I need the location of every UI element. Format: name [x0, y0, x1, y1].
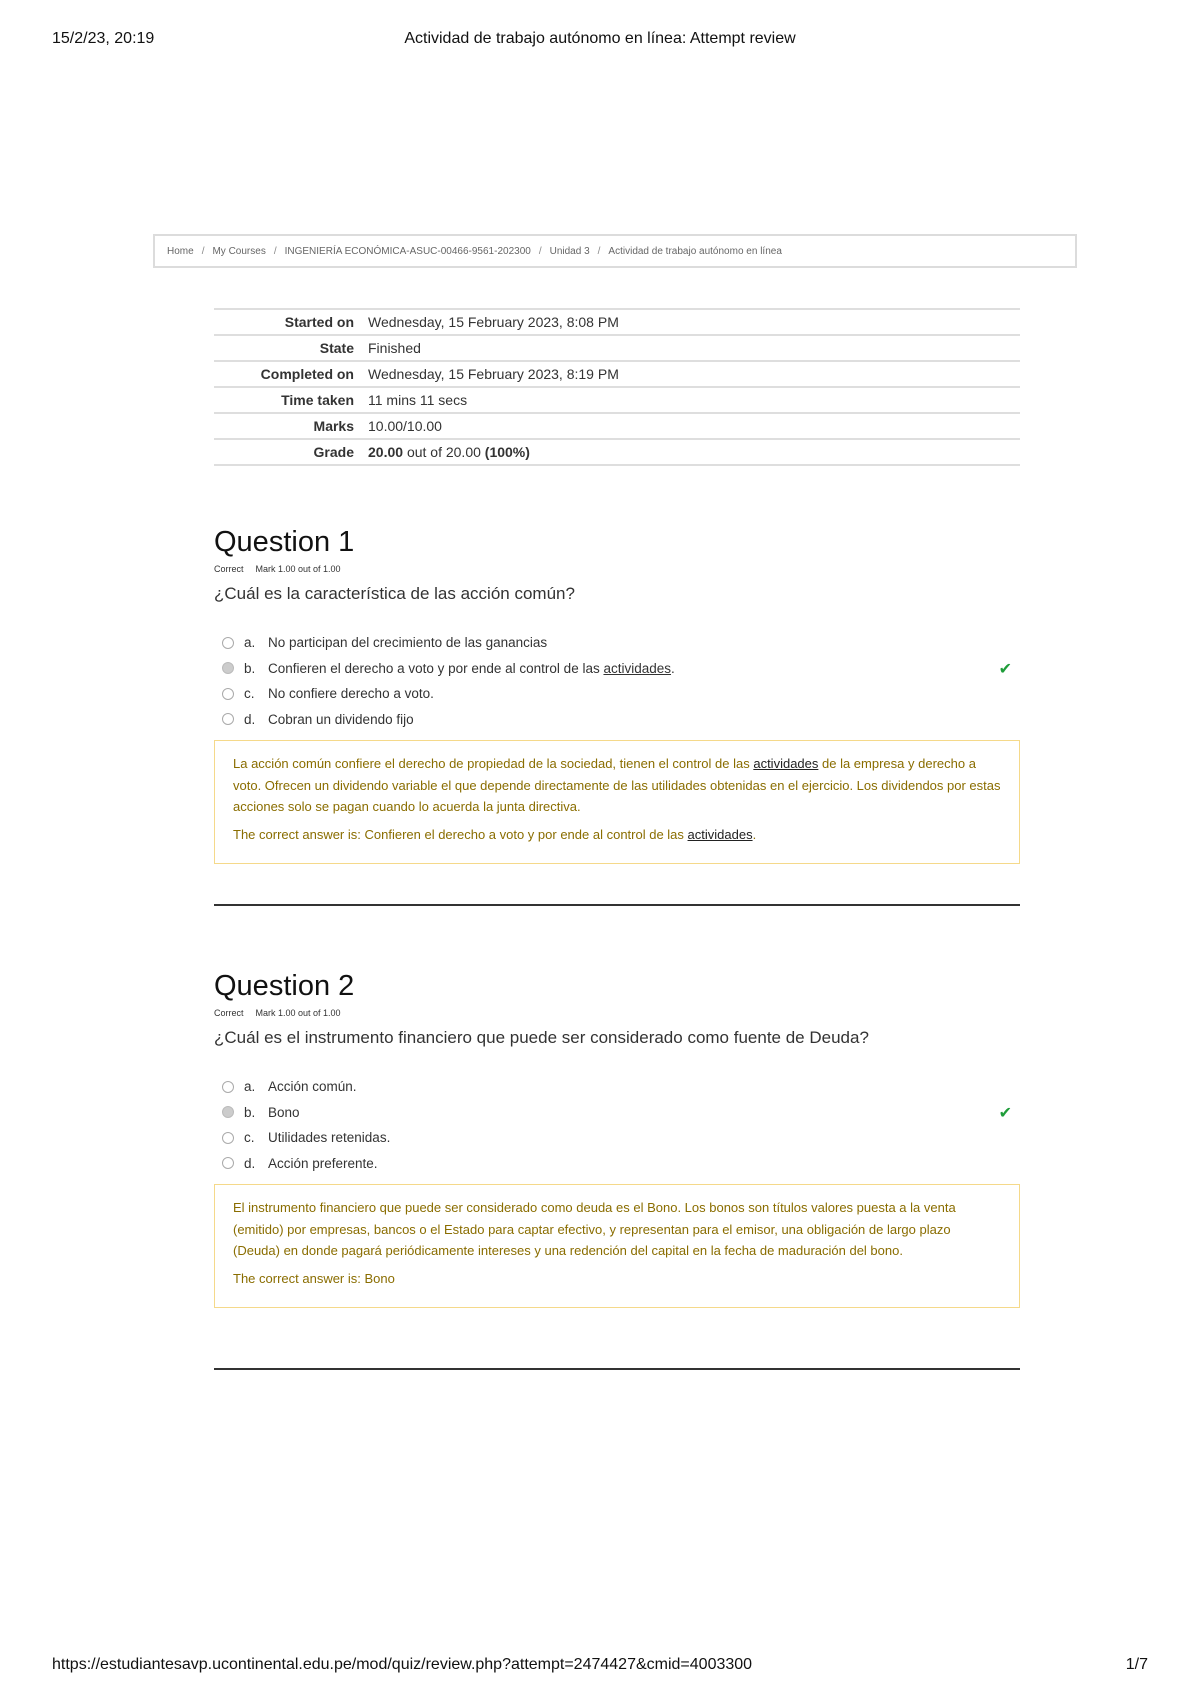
- answer-list: [214, 1074, 1020, 1176]
- breadcrumb-separator: /: [538, 245, 542, 257]
- answer-option-c[interactable]: [214, 1125, 1020, 1151]
- answer-text: Bono: [268, 1104, 300, 1120]
- summary-value: Wednesday, 15 February 2023, 8:08 PM: [368, 314, 619, 330]
- answer-letter: c.: [244, 1130, 255, 1146]
- question-mark: Mark 1.00 out of 1.00: [255, 564, 341, 574]
- breadcrumb: [153, 234, 1077, 268]
- answer-text: Acción preferente.: [268, 1155, 378, 1171]
- breadcrumb-activity[interactable]: Actividad de trabajo autónomo en línea: [608, 245, 782, 257]
- glossary-link[interactable]: actividades: [687, 826, 753, 842]
- summary-label: Marks: [313, 418, 354, 434]
- summary-label: State: [319, 340, 354, 356]
- answer-letter: b.: [244, 1104, 256, 1120]
- answer-text: Utilidades retenidas.: [268, 1130, 391, 1146]
- question-status: Correct: [214, 564, 244, 574]
- summary-row: [214, 361, 1020, 387]
- radio-button[interactable]: [222, 1081, 234, 1093]
- right-answer: The correct answer is: Bono: [233, 1270, 395, 1286]
- right-answer-text: .: [752, 826, 757, 842]
- answer-letter: a.: [244, 1079, 256, 1095]
- breadcrumb-separator: /: [597, 245, 601, 257]
- breadcrumb-course[interactable]: INGENIERÍA ECONÓMICA-ASUC-00466-9561-202300: [284, 245, 531, 257]
- right-answer: [233, 824, 1001, 846]
- print-date: 15/2/23, 20:19: [52, 30, 155, 47]
- question-divider: [214, 904, 1020, 906]
- summary-value: Wednesday, 15 February 2023, 8:19 PM: [368, 366, 619, 382]
- print-footer: [52, 1656, 1148, 1678]
- question-text: ¿Cuál es la característica de las acción común?: [214, 584, 575, 603]
- answer-option-d[interactable]: [214, 707, 1020, 733]
- grade-percent: (100%): [484, 444, 530, 460]
- summary-value: Finished: [368, 340, 421, 356]
- attempt-summary-table: [214, 308, 1020, 466]
- answer-option-c[interactable]: [214, 681, 1020, 707]
- summary-grade-value: [368, 439, 1020, 465]
- right-answer-text: The correct answer is: Confieren el derecho a voto y por ende al control de las: [233, 826, 688, 842]
- radio-button[interactable]: [222, 637, 234, 649]
- feedback-text: de la empresa y derecho a voto. Ofrecen un dividendo variable el que depende directamente de las utilidades obtenidas en el ejercicio. Los dividendos por estas acciones solo se pagan cuando lo acuerda la junta directiva.: [233, 756, 1001, 814]
- summary-row-grade: [214, 439, 1020, 465]
- glossary-link[interactable]: actividades: [603, 660, 672, 676]
- glossary-link[interactable]: actividades: [753, 756, 819, 771]
- summary-row: [214, 309, 1020, 335]
- answer-letter: a.: [244, 635, 256, 651]
- answer-option-b[interactable]: [214, 656, 1020, 682]
- breadcrumb-unit[interactable]: Unidad 3: [549, 245, 590, 257]
- general-feedback: [233, 753, 1001, 818]
- answer-text: Acción común.: [268, 1079, 357, 1095]
- question-divider: [214, 1368, 1020, 1370]
- page-url: https://estudiantesavp.ucontinental.edu.pe/mod/quiz/review.php?attempt=2474427&cmid=4003300: [52, 1656, 753, 1673]
- question-info: [214, 1008, 1020, 1018]
- breadcrumb-my-courses[interactable]: My Courses: [212, 245, 266, 257]
- feedback-box: [214, 1184, 1020, 1308]
- answer-letter: d.: [244, 711, 256, 727]
- answer-option-d[interactable]: [214, 1151, 1020, 1177]
- summary-row: [214, 387, 1020, 413]
- radio-button[interactable]: [222, 1132, 234, 1144]
- page-number: 1/7: [1125, 1656, 1148, 1673]
- question-title: Question 1: [214, 526, 355, 558]
- print-title: Actividad de trabajo autónomo en línea: Attempt review: [404, 30, 796, 47]
- summary-label: Time taken: [281, 392, 354, 408]
- question-title: Question 2: [214, 970, 355, 1002]
- summary-row: [214, 413, 1020, 439]
- answer-text: [268, 661, 675, 676]
- summary-value: 11 mins 11 secs: [368, 392, 468, 408]
- answer-text: No participan del crecimiento de las ganancias: [268, 635, 548, 651]
- answer-letter: c.: [244, 686, 255, 702]
- answer-text: No confiere derecho a voto.: [268, 686, 434, 702]
- answer-list: [214, 630, 1020, 732]
- grade-score: 20.00: [368, 444, 404, 460]
- summary-label: Grade: [313, 444, 354, 460]
- breadcrumb-home[interactable]: Home: [167, 245, 194, 257]
- answer-option-b[interactable]: [214, 1100, 1020, 1126]
- question-status: Correct: [214, 1008, 244, 1018]
- grade-suffix: out of 20.00: [406, 444, 481, 460]
- radio-button[interactable]: [222, 688, 234, 700]
- summary-value: 10.00/10.00: [368, 418, 442, 434]
- answer-option-a[interactable]: [214, 1074, 1020, 1100]
- answer-letter: d.: [244, 1155, 256, 1171]
- summary-row: [214, 335, 1020, 361]
- feedback-text: La acción común confiere el derecho de propiedad de la sociedad, tienen el control de las: [233, 756, 754, 771]
- question-1: [214, 522, 1020, 864]
- print-header: [52, 30, 1148, 54]
- answer-letter: b.: [244, 660, 256, 676]
- summary-label: Completed on: [260, 366, 354, 382]
- general-feedback: El instrumento financiero que puede ser considerado como deuda es el Bono. Los bonos son títulos valores puesta a la venta (emitido) por empresas, bancos o el Estado para captar efectivo, y representan para el emisor, una obligación de largo plazo (Deuda) en donde pagará periódicamente intereses y una redención del capital en la fecha de maduración del bono.: [233, 1200, 956, 1258]
- question-text: ¿Cuál es el instrumento financiero que puede ser considerado como fuente de Deuda?: [214, 1028, 869, 1047]
- answer-text: Cobran un dividendo fijo: [268, 711, 414, 727]
- breadcrumb-separator: /: [273, 245, 277, 257]
- question-mark: Mark 1.00 out of 1.00: [255, 1008, 341, 1018]
- summary-label: Started on: [284, 314, 354, 330]
- breadcrumb-separator: /: [201, 245, 205, 257]
- question-2: [214, 966, 1020, 1308]
- answer-text-end: .: [671, 660, 675, 676]
- question-info: [214, 564, 1020, 574]
- feedback-box: [214, 740, 1020, 864]
- answer-text-part: Confieren el derecho a voto y por ende al control de las: [268, 660, 604, 676]
- radio-button[interactable]: [222, 713, 234, 725]
- correct-check-icon: ✔: [998, 660, 1012, 678]
- radio-button-selected[interactable]: [222, 662, 234, 674]
- correct-check-icon: ✔: [998, 1104, 1012, 1122]
- radio-button[interactable]: [222, 1157, 234, 1169]
- radio-button-selected[interactable]: [222, 1106, 234, 1118]
- answer-option-a[interactable]: [214, 630, 1020, 656]
